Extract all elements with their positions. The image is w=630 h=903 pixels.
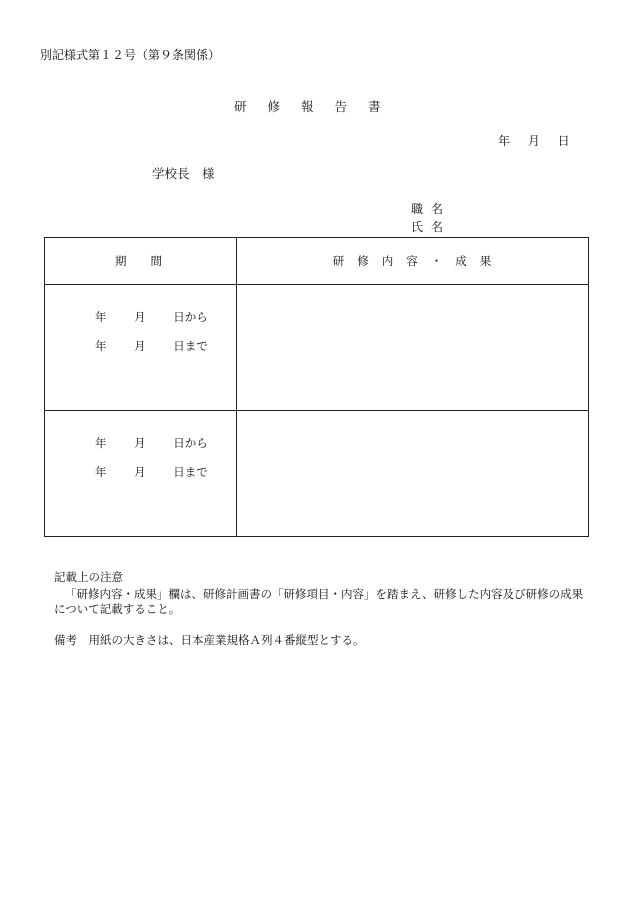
report-table (44, 237, 589, 537)
table-row (45, 285, 589, 411)
period-to: 年 月 日まで (95, 338, 208, 353)
period-header: 期間 (45, 238, 237, 285)
addressee: 学校長 様 (152, 166, 215, 181)
date-line: 年 月 日 (498, 134, 570, 148)
content-header: 研修内容・成果 (237, 238, 589, 285)
period-from: 年 月 日から (95, 310, 208, 324)
period-cell[interactable] (45, 411, 237, 537)
period-from: 年 月 日から (95, 436, 208, 450)
remarks: 備考 用紙の大きさは、日本産業規格Ａ列４番縦型とする。 (54, 633, 365, 647)
job-title-label: 職名 (411, 202, 452, 216)
table-header-row (45, 238, 589, 285)
period-to: 年 月 日まで (95, 464, 208, 479)
notes-body: 「研修内容・成果」欄は、研修計画書の「研修項目・内容」を踏まえ、研修した内容及び研修の成果について記載すること。 (54, 587, 584, 616)
form-number: 別記様式第１２号（第９条関係） (40, 48, 221, 62)
content-cell[interactable] (237, 411, 589, 537)
document-title: 研修報告書 (234, 99, 402, 114)
content-cell[interactable] (237, 285, 589, 411)
period-cell[interactable] (45, 285, 237, 411)
name-label: 氏名 (411, 220, 452, 234)
notes-heading: 記載上の注意 (54, 570, 123, 584)
table-row (45, 411, 589, 537)
